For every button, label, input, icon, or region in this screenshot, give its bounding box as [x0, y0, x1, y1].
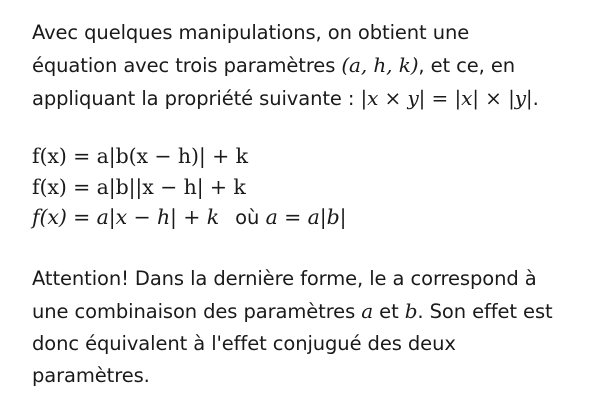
note-line-2-mid: et: [373, 300, 405, 323]
formula-3-definition: a = a|b|: [265, 205, 347, 229]
param-b-math: b: [404, 299, 418, 323]
note-paragraph: [32, 263, 592, 392]
formula-3-word: où: [235, 206, 260, 229]
intro-line-3-text: appliquant la propriété suivante :: [32, 87, 361, 110]
formula-list: [32, 141, 346, 234]
formula-1: f(x) = a|b(x − h)| + k: [32, 144, 248, 168]
intro-line-3-end: .: [532, 87, 539, 110]
note-line-1: Attention! Dans la dernière forme, le a correspond à: [32, 267, 537, 290]
intro-line-2: [32, 49, 592, 82]
note-line-2: [32, 295, 592, 328]
property-math: |x × y| = |x| × |y|: [360, 86, 533, 110]
intro-line-1: Avec quelques manipulations, on obtient une: [32, 21, 470, 44]
note-line-2-text: une combinaison des paramètres: [32, 300, 362, 323]
formula-3: [32, 202, 346, 234]
parameters-math: (a, h, k): [341, 53, 419, 77]
intro-line-3: [32, 82, 592, 115]
intro-paragraph: [32, 17, 592, 115]
param-a-math: a: [361, 299, 374, 323]
note-line-2-end: . Son effet est: [417, 300, 553, 323]
formula-2: f(x) = a|b||x − h| + k: [32, 174, 246, 199]
note-line-3: donc équivalent à l'effet conjugué des deux: [32, 332, 456, 355]
intro-line-2-text: équation avec trois paramètres: [32, 54, 342, 77]
note-line-4: paramètres.: [32, 364, 150, 387]
formula-3-main: f(x) = a|x − h| + k: [32, 205, 220, 229]
intro-line-2-end: , et ce, en: [418, 54, 516, 77]
